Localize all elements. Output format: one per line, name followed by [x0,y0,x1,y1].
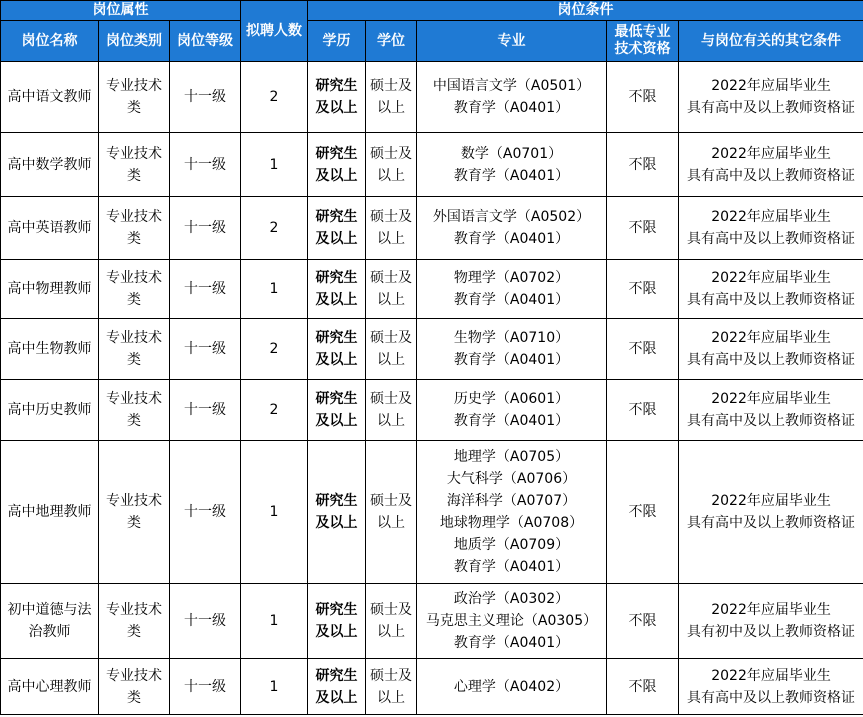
position-type: 专业技术类 [99,62,170,133]
major-item: 地理学（A0705） [453,449,570,465]
major-item: 外国语言文学（A0502） [432,209,591,225]
condition-item: 2022年应届毕业生 [711,330,831,346]
condition-item: 2022年应届毕业生 [711,493,831,509]
major-list [417,197,607,260]
degree-requirement: 硕士及以上 [366,319,417,380]
position-name: 高中英语教师 [1,197,99,260]
education-requirement: 研究生及以上 [308,659,366,715]
other-conditions [679,319,863,380]
education-requirement: 研究生及以上 [308,133,366,197]
condition-item: 2022年应届毕业生 [711,602,831,618]
qualification-requirement: 不限 [607,584,679,659]
position-level: 十一级 [170,584,241,659]
condition-item: 具有高中及以上教师资格证 [687,413,856,429]
position-level: 十一级 [170,197,241,260]
major-list [417,441,607,584]
education-requirement: 研究生及以上 [308,319,366,380]
hire-count: 2 [241,319,308,380]
education-requirement: 研究生及以上 [308,584,366,659]
position-type: 专业技术类 [99,441,170,584]
header-other: 与岗位有关的其它条件 [679,21,863,62]
degree-requirement: 硕士及以上 [366,133,417,197]
condition-item: 具有高中及以上教师资格证 [687,689,856,706]
major-item: 中国语言文学（A0501） [432,78,591,94]
table-row [1,133,863,197]
major-list [417,584,607,659]
position-level: 十一级 [170,380,241,441]
condition-item: 2022年应届毕业生 [711,78,831,94]
degree-requirement: 硕士及以上 [366,260,417,319]
condition-item: 具有初中及以上教师资格证 [687,624,856,640]
major-item: 物理学（A0702） [453,270,570,286]
condition-item: 2022年应届毕业生 [711,667,831,684]
position-name: 高中心理教师 [1,659,99,715]
degree-requirement: 硕士及以上 [366,62,417,133]
table-row [1,260,863,319]
degree-requirement: 硕士及以上 [366,659,417,715]
condition-item: 具有高中及以上教师资格证 [687,231,856,247]
major-list [417,380,607,441]
header-degree: 学位 [366,21,417,62]
education-requirement: 研究生及以上 [308,260,366,319]
condition-item: 具有高中及以上教师资格证 [687,515,856,531]
other-conditions [679,380,863,441]
position-name: 高中物理教师 [1,260,99,319]
position-name: 初中道德与法治教师 [1,584,99,659]
other-conditions [679,133,863,197]
table-row [1,197,863,260]
table-row [1,441,863,584]
position-name: 高中地理教师 [1,441,99,584]
position-type: 专业技术类 [99,133,170,197]
qualification-requirement: 不限 [607,260,679,319]
other-conditions [679,62,863,133]
condition-item: 具有高中及以上教师资格证 [687,167,856,184]
hire-count: 1 [241,260,308,319]
degree-requirement: 硕士及以上 [366,441,417,584]
position-type: 专业技术类 [99,260,170,319]
position-level: 十一级 [170,260,241,319]
header-type: 岗位类别 [99,21,170,62]
header-qualification: 最低专业技术资格 [607,21,679,62]
hire-count: 1 [241,441,308,584]
table-row [1,584,863,659]
hire-count: 2 [241,62,308,133]
hire-count: 1 [241,659,308,715]
header-level: 岗位等级 [170,21,241,62]
condition-item: 2022年应届毕业生 [711,209,831,225]
major-item: 数学（A0701） [460,145,563,162]
header-group-attributes: 岗位属性 [1,1,241,21]
header-group-conditions: 岗位条件 [308,1,863,21]
header-count: 拟聘人数 [241,1,308,62]
major-list [417,133,607,197]
major-list [417,659,607,715]
major-item: 教育学（A0401） [453,231,570,247]
major-item: 马克思主义理论（A0305） [425,613,598,629]
major-item: 海洋科学（A0707） [446,493,577,509]
degree-requirement: 硕士及以上 [366,380,417,441]
position-type: 专业技术类 [99,319,170,380]
major-item: 教育学（A0401） [453,559,570,575]
position-type: 专业技术类 [99,380,170,441]
qualification-requirement: 不限 [607,659,679,715]
major-list [417,62,607,133]
condition-item: 具有高中及以上教师资格证 [687,292,856,308]
major-item: 地质学（A0709） [453,537,570,553]
degree-requirement: 硕士及以上 [366,197,417,260]
hire-count: 2 [241,380,308,441]
major-list [417,319,607,380]
qualification-requirement: 不限 [607,441,679,584]
other-conditions [679,260,863,319]
qualification-requirement: 不限 [607,62,679,133]
condition-item: 2022年应届毕业生 [711,270,831,286]
position-level: 十一级 [170,62,241,133]
hire-count: 2 [241,197,308,260]
major-item: 心理学（A0402） [453,678,570,695]
education-requirement: 研究生及以上 [308,380,366,441]
major-item: 教育学（A0401） [453,292,570,308]
other-conditions [679,441,863,584]
position-level: 十一级 [170,441,241,584]
qualification-requirement: 不限 [607,197,679,260]
position-name: 高中生物教师 [1,319,99,380]
header-name: 岗位名称 [1,21,99,62]
major-list [417,260,607,319]
position-name: 高中历史教师 [1,380,99,441]
position-level: 十一级 [170,319,241,380]
major-item: 地球物理学（A0708） [439,515,584,531]
major-item: 教育学（A0401） [453,635,570,651]
education-requirement: 研究生及以上 [308,197,366,260]
condition-item: 具有高中及以上教师资格证 [687,352,856,368]
position-level: 十一级 [170,133,241,197]
table-row [1,62,863,133]
qualification-requirement: 不限 [607,133,679,197]
education-requirement: 研究生及以上 [308,62,366,133]
header-major: 专业 [417,21,607,62]
table-row [1,659,863,715]
other-conditions [679,197,863,260]
condition-item: 具有高中及以上教师资格证 [687,100,856,116]
major-item: 大气科学（A0706） [446,471,577,487]
other-conditions [679,584,863,659]
position-type: 专业技术类 [99,659,170,715]
major-item: 教育学（A0401） [453,352,570,368]
position-type: 专业技术类 [99,197,170,260]
position-name: 高中语文教师 [1,62,99,133]
other-conditions [679,659,863,715]
major-item: 历史学（A0601） [453,391,570,407]
position-type: 专业技术类 [99,584,170,659]
table-row [1,380,863,441]
education-requirement: 研究生及以上 [308,441,366,584]
position-level: 十一级 [170,659,241,715]
hire-count: 1 [241,584,308,659]
major-item: 政治学（A0302） [453,591,570,607]
qualification-requirement: 不限 [607,380,679,441]
qualification-requirement: 不限 [607,319,679,380]
hire-count: 1 [241,133,308,197]
condition-item: 2022年应届毕业生 [711,145,831,162]
major-item: 教育学（A0401） [453,167,570,184]
major-item: 教育学（A0401） [453,413,570,429]
header-education: 学历 [308,21,366,62]
table-row [1,319,863,380]
degree-requirement: 硕士及以上 [366,584,417,659]
position-name: 高中数学教师 [1,133,99,197]
major-item: 生物学（A0710） [453,330,570,346]
major-item: 教育学（A0401） [453,100,570,116]
table-body [1,62,863,715]
condition-item: 2022年应届毕业生 [711,391,831,407]
